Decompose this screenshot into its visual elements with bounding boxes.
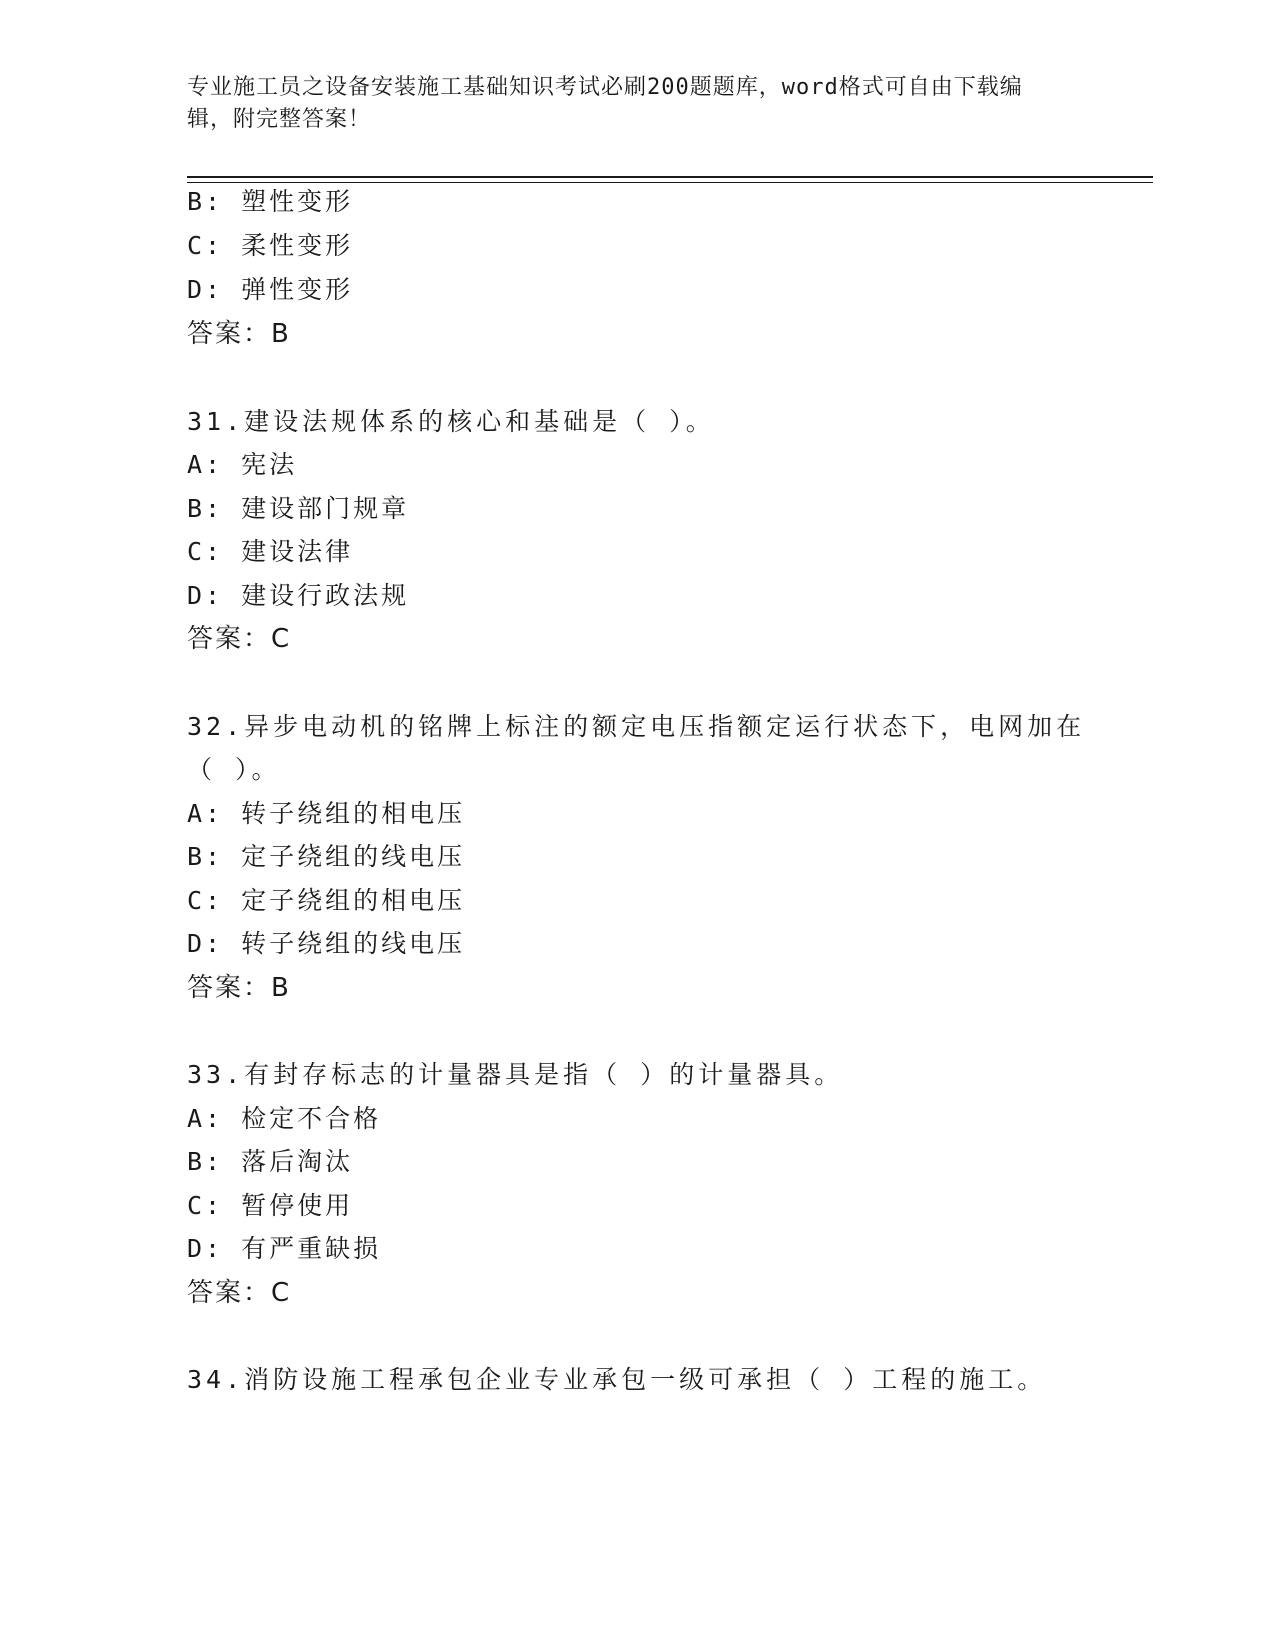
option-d: D: 建设行政法规 [187,581,410,610]
answer-line: 答案：B [187,973,291,1003]
option-c: C: 暂停使用 [187,1191,354,1220]
option-b: B: 定子绕组的线电压 [187,842,466,871]
answer-line: 答案：C [187,624,292,654]
option-c: C: 柔性变形 [187,231,354,260]
option-b: B: 建设部门规章 [187,494,410,523]
question-stem-33: 33.有封存标志的计量器具是指（ ）的计量器具。 [187,1060,844,1089]
option-a: A: 转子绕组的相电压 [187,799,466,828]
option-d: D: 转子绕组的线电压 [187,929,466,958]
option-c: C: 定子绕组的相电压 [187,886,466,915]
question-stem-32: 32.异步电动机的铭牌上标注的额定电压指额定运行状态下，电网加在 [187,712,1086,741]
header-divider [187,176,1153,183]
option-d: D: 弹性变形 [187,275,354,304]
option-a: A: 检定不合格 [187,1104,382,1133]
question-stem-34: 34.消防设施工程承包企业专业承包一级可承担（ ）工程的施工。 [187,1365,1047,1394]
document-header-title: 专业施工员之设备安装施工基础知识考试必刷200题题库，word格式可自由下载编辑，附完整答案！ [187,75,1023,132]
option-d: D: 有严重缺损 [187,1234,382,1263]
option-b: B: 落后淘汰 [187,1147,354,1176]
option-b: B: 塑性变形 [187,187,354,216]
answer-line: 答案：B [187,319,291,349]
option-c: C: 建设法律 [187,537,354,566]
question-stem-32-cont: （ ）。 [187,755,281,784]
question-stem-31: 31.建设法规体系的核心和基础是（ ）。 [187,407,715,436]
answer-line: 答案：C [187,1278,292,1308]
option-a: A: 宪法 [187,450,298,479]
